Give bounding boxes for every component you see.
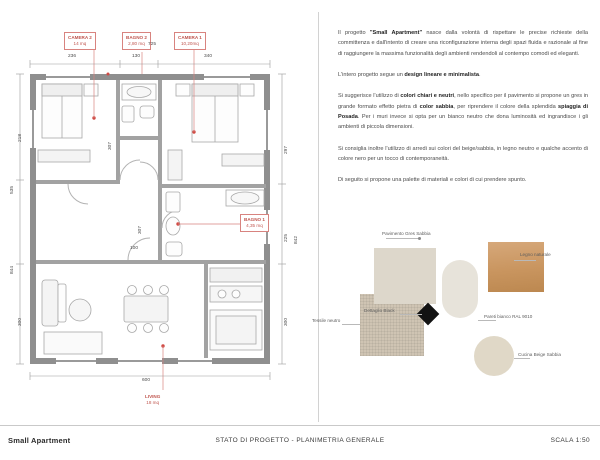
floor-plan xyxy=(8,14,314,418)
room-tag-camera-2 xyxy=(64,32,96,50)
paragraph-5: Di seguito si propone una palette di materiali e colori di cui prendere spunto. xyxy=(338,177,527,184)
leader-legno xyxy=(514,260,536,261)
material-palette xyxy=(312,228,588,396)
room-tag-living xyxy=(142,392,163,408)
paragraph-1: Il progetto "Small Apartment" nasce dalla volontà di rispettare le precise richieste della committenza e dall'intento di creare una riconfigurazione interna degli spazi fluida e razionale al fine di raggiungere la massima funzionalità degli ambienti rendendoli al contempo comodi ed eleganti. xyxy=(338,30,588,57)
leader-pareti xyxy=(478,320,496,321)
swatch-cucina-beige-sabbia xyxy=(474,336,514,376)
dim-left-535: 535 xyxy=(10,185,15,194)
dim-top-340: 340 xyxy=(204,54,213,59)
label-pareti-bianco-ral: Pareti bianco RAL 9010 xyxy=(484,314,533,319)
room-tag-bagno-2-label: BAGNO 2 xyxy=(126,35,147,40)
room-tag-bagno-1-label: BAGNO 1 xyxy=(244,217,265,222)
dim-right-842: 842 xyxy=(294,235,299,244)
room-tag-living-label: LIVING xyxy=(145,394,161,399)
label-legno-naturale: Legno naturale xyxy=(520,252,551,257)
room-tag-camera-1 xyxy=(174,32,206,50)
swatch-pareti-bianco xyxy=(442,260,478,318)
project-description xyxy=(338,28,588,197)
room-tag-camera-2-area: 14 mq xyxy=(73,41,87,47)
dim-inner-307a: 307 xyxy=(108,141,113,150)
dim-bottom-600: 600 xyxy=(142,378,151,383)
swatch-legno-naturale xyxy=(488,242,544,292)
paragraph-2: L'intero progetto segue un design lineare e minimalista. xyxy=(338,72,481,79)
room-tag-camera-1-area: 10,20mq xyxy=(180,41,199,47)
room-tag-camera-1-label: CAMERA 1 xyxy=(178,35,202,40)
leader-dot-pavimento xyxy=(418,237,421,240)
leader-pavimento xyxy=(386,238,420,239)
dim-inner-100: 100 xyxy=(130,246,139,251)
room-tag-living-area: 18 mq xyxy=(146,400,160,406)
dim-right-225: 225 xyxy=(284,233,289,242)
drawing-scale: SCALA 1:50 xyxy=(550,437,590,444)
leader-tessile xyxy=(342,324,360,325)
sheet-footer xyxy=(0,425,600,460)
room-tag-bagno-1-area: 4,35 mq xyxy=(246,223,263,229)
label-cucina-beige-sabbia: Cucina Beige Sabbia xyxy=(518,352,561,357)
label-pavimento-gres-sabbia: Pavimento Gres Sabbia xyxy=(382,231,431,236)
drawing-title: STATO DI PROGETTO - PLANIMETRIA GENERALE xyxy=(215,437,385,444)
dim-top-725: 725 xyxy=(148,42,157,47)
room-tag-camera-2-label: CAMERA 2 xyxy=(68,35,92,40)
project-title: Small Apartment xyxy=(8,436,71,445)
room-tag-bagno-2 xyxy=(122,32,151,50)
paragraph-4: Si consiglia inoltre l'utilizzo di arredi sui colori del beige/sabbia, in legno neutro e qualche accento di colore nero per un tocco di contemporaneità. xyxy=(338,145,588,163)
room-tag-bagno-1 xyxy=(240,214,269,232)
dim-right-297: 297 xyxy=(284,145,289,154)
label-dettaglio-black: Dettaglio Black xyxy=(364,308,395,313)
dim-top-236: 236 xyxy=(68,54,77,59)
dim-inner-307b: 307 xyxy=(138,225,143,234)
dim-left-844: 844 xyxy=(10,265,15,274)
room-tag-bagno-2-area: 2,80 mq xyxy=(128,41,145,47)
paragraph-3: Si suggerisce l'utilizzo di colori chiari e neutri, nello specifico per il pavimento si propone un gres in grande formato effetto pietra di color sabbia, per riprendere il colore della splendida spiaggia di Posada. Per i muri invece si opta per un bianco neutro che dona luminosità ed ingrandisce i gli ambienti di piccola dimensioni. xyxy=(338,93,589,131)
label-tessile-neutro: Tessile neutro xyxy=(312,318,341,323)
leader-black xyxy=(400,314,422,315)
swatch-pavimento-gres-sabbia xyxy=(374,248,436,304)
dim-left-300: 300 xyxy=(18,317,23,326)
sheet-divider xyxy=(318,12,319,422)
dim-top-130: 130 xyxy=(132,54,141,59)
leader-cucina xyxy=(514,358,530,359)
dim-left-218: 218 xyxy=(18,133,23,142)
dim-right-300: 300 xyxy=(284,317,289,326)
